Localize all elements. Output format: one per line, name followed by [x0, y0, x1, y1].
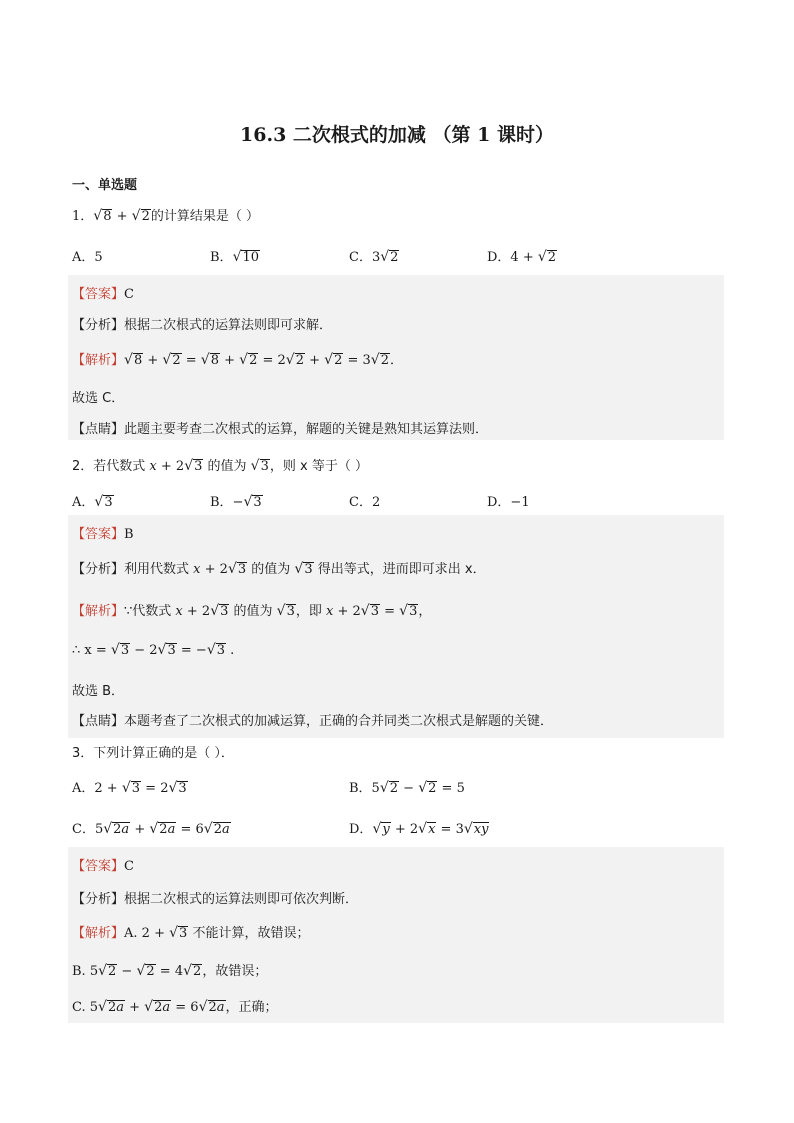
q3-option-d: D．√y + 2√x = 3√xy: [349, 821, 489, 837]
q1-option-d: D．4 + √2: [487, 249, 557, 265]
q2-option-a: A．√3: [72, 494, 113, 510]
q3-solution-c: C. 5√2a + √2a = 6√2a，正确；: [72, 999, 278, 1015]
q2-therefore: ∴ x = √3 − 2√3 = −√3 .: [72, 642, 235, 658]
q3-answer: 【答案】C: [72, 859, 134, 874]
q2-answer: 【答案】B: [72, 527, 134, 542]
q2-analysis: 【分析】利用代数式 x + 2√3 的值为 √3 得出等式，进而即可求出 x．: [72, 561, 486, 577]
q2-solution: 【解析】∵代数式 x + 2√3 的值为 √3，即 x + 2√3 = √3，: [72, 603, 432, 619]
q1-answer: 【答案】C: [72, 287, 134, 302]
q1-option-b: B．√10: [210, 249, 260, 265]
question-2-stem: 2．若代数式 x + 2√3 的值为 √3，则 x 等于（ ）: [72, 458, 368, 474]
q1-conclusion: 故选 C．: [72, 391, 125, 406]
q2-comment: 【点睛】本题考查了二次根式的加减运算，正确的合并同类二次根式是解题的关键．: [72, 714, 554, 729]
question-1-stem: 1．√8 + √2的计算结果是（ ）: [72, 208, 259, 224]
q3-option-c: C．5√2a + √2a = 6√2a: [72, 821, 230, 837]
q1-answer-box: [68, 275, 724, 412]
q3-solution-a: 【解析】A. 2 + √3 不能计算，故错误；: [72, 925, 310, 941]
q1-analysis: 【分析】根据二次根式的运算法则即可求解．: [72, 318, 333, 333]
q2-conclusion: 故选 B．: [72, 684, 125, 699]
q2-option-d: D．−1: [487, 495, 530, 510]
q1-solution: 【解析】√8 + √2 = √8 + √2 = 2√2 + √2 = 3√2．: [72, 352, 404, 368]
section-heading: 一、单选题: [72, 178, 138, 193]
q2-option-b: B．−√3: [210, 494, 262, 510]
q1-option-c: C．3√2: [349, 249, 399, 265]
q1-option-a: A．5: [72, 250, 103, 265]
q3-solution-b: B. 5√2 − √2 = 4√2，故错误；: [72, 963, 268, 979]
q3-option-b: B．5√2 − √2 = 5: [349, 780, 465, 796]
page-title: 16.3 二次根式的加减 （第 1 课时）: [240, 124, 554, 146]
q3-option-a: A．2 + √3 = 2√3: [72, 780, 187, 796]
question-3-stem: 3．下列计算正确的是（ ）．: [72, 746, 234, 761]
q3-analysis: 【分析】根据二次根式的运算法则即可依次判断．: [72, 892, 359, 907]
q2-option-c: C．2: [349, 495, 381, 510]
q1-comment: 【点睛】此题主要考查二次根式的运算，解题的关键是熟知其运算法则．: [72, 422, 489, 437]
